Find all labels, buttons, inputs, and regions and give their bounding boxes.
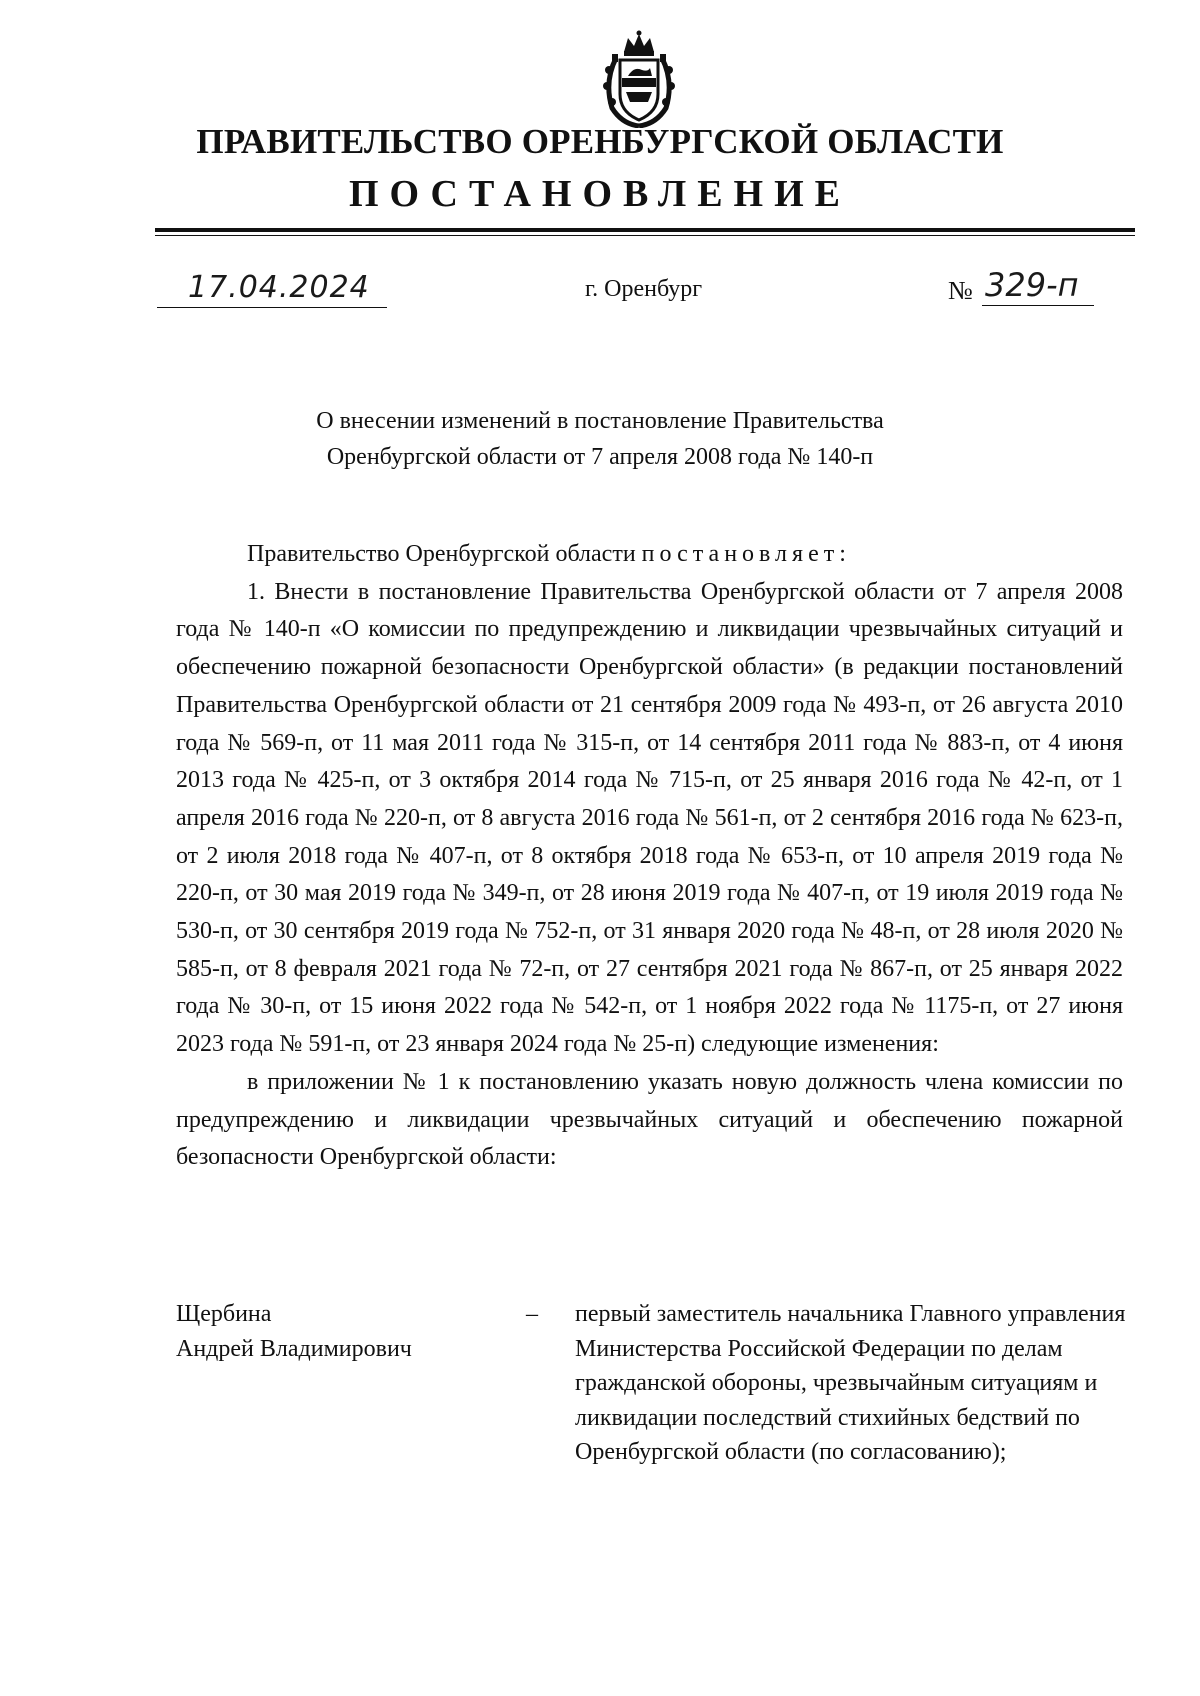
date-underline: [157, 307, 387, 308]
document-type-title: ПОСТАНОВЛЕНИЕ: [348, 173, 852, 215]
member-surname: Щербина: [176, 1301, 272, 1327]
document-number-label: №: [948, 276, 973, 305]
member-dash: –: [526, 1301, 538, 1327]
document-body: [176, 536, 1123, 1177]
member-given-names: Андрей Владимирович: [176, 1335, 412, 1362]
document-city: г. Оренбург: [585, 276, 703, 302]
document-date: 17.04.2024: [188, 270, 370, 305]
coat-of-arms-icon: [598, 30, 680, 128]
member-name: [176, 1297, 506, 1366]
item-1: 1. Внести в постановление Правительства Оренбургской области от 7 апреля 2008 года № 140-п «О комиссии по предупреждению и ликвидации чрезвычайных ситуаций и обеспечению пожарной безопасности Оренбургской области» (в редакции постановлений Правительства Оренбургской области от 21 сентября 2009 года № 493-п, от 26 августа 2010 года № 569-п, от 11 мая 2011 года № 315-п, от 14 сентября 2011 года № 883-п, от 4 июня 2013 года № 425-п, от 3 октября 2014 года № 715-п, от 25 января 2016 года № 42-п, от 1 апреля 2016 года № 220-п, от 8 августа 2016 года № 561-п, от 2 сентября 2016 года № 623-п, от 2 июля 2018 года № 407-п, от 8 октября 2018 года № 653-п, от 10 апреля 2019 года № 220-п, от 30 мая 2019 года № 349-п, от 28 июня 2019 года № 407-п, от 19 июля 2019 года № 530-п, от 30 сентября 2019 года № 752-п, от 31 января 2020 года № 48-п, от 28 июля 2020 № 585-п, от 8 февраля 2021 года № 72-п, от 27 сентября 2021 года № 867-п, от 25 января 2022 года № 30-п, от 15 июня 2022 года № 542-п, от 1 ноября 2022 года № 1175-п, от 27 июня 2023 года № 591-п, от 23 января 2024 года № 25-п) следующие изменения:: [176, 578, 1123, 1058]
document-subject: [0, 403, 1200, 475]
item-1-detail: в приложении № 1 к постановлению указать новую должность члена комиссии по предупреждению и ликвидации чрезвычайных ситуаций и обеспечению пожарной безопасности Оренбургской области:: [176, 1068, 1123, 1171]
subject-line-1: О внесении изменений в постановление Правительства: [316, 408, 884, 434]
number-underline: [982, 305, 1094, 306]
preamble-lead: Правительство Оренбургской области: [247, 541, 642, 567]
header-divider: [155, 228, 1135, 232]
member-position: первый заместитель начальника Главного управления Министерства Российской Федерации по делам гражданской обороны, чрезвычайным ситуациям и ликвидации последствий стихийных бедствий по Оренбургской области (по согласованию);: [575, 1301, 1126, 1465]
document-number: 329-п: [985, 266, 1079, 304]
preamble: [176, 536, 1123, 574]
preamble-decree-word: постановляет:: [641, 541, 851, 567]
subject-line-2: Оренбургской области от 7 апреля 2008 года № 140-п: [326, 444, 874, 470]
organization-title: ПРАВИТЕЛЬСТВО ОРЕНБУРГСКОЙ ОБЛАСТИ: [196, 122, 1004, 161]
header-divider-thin: [155, 235, 1135, 236]
